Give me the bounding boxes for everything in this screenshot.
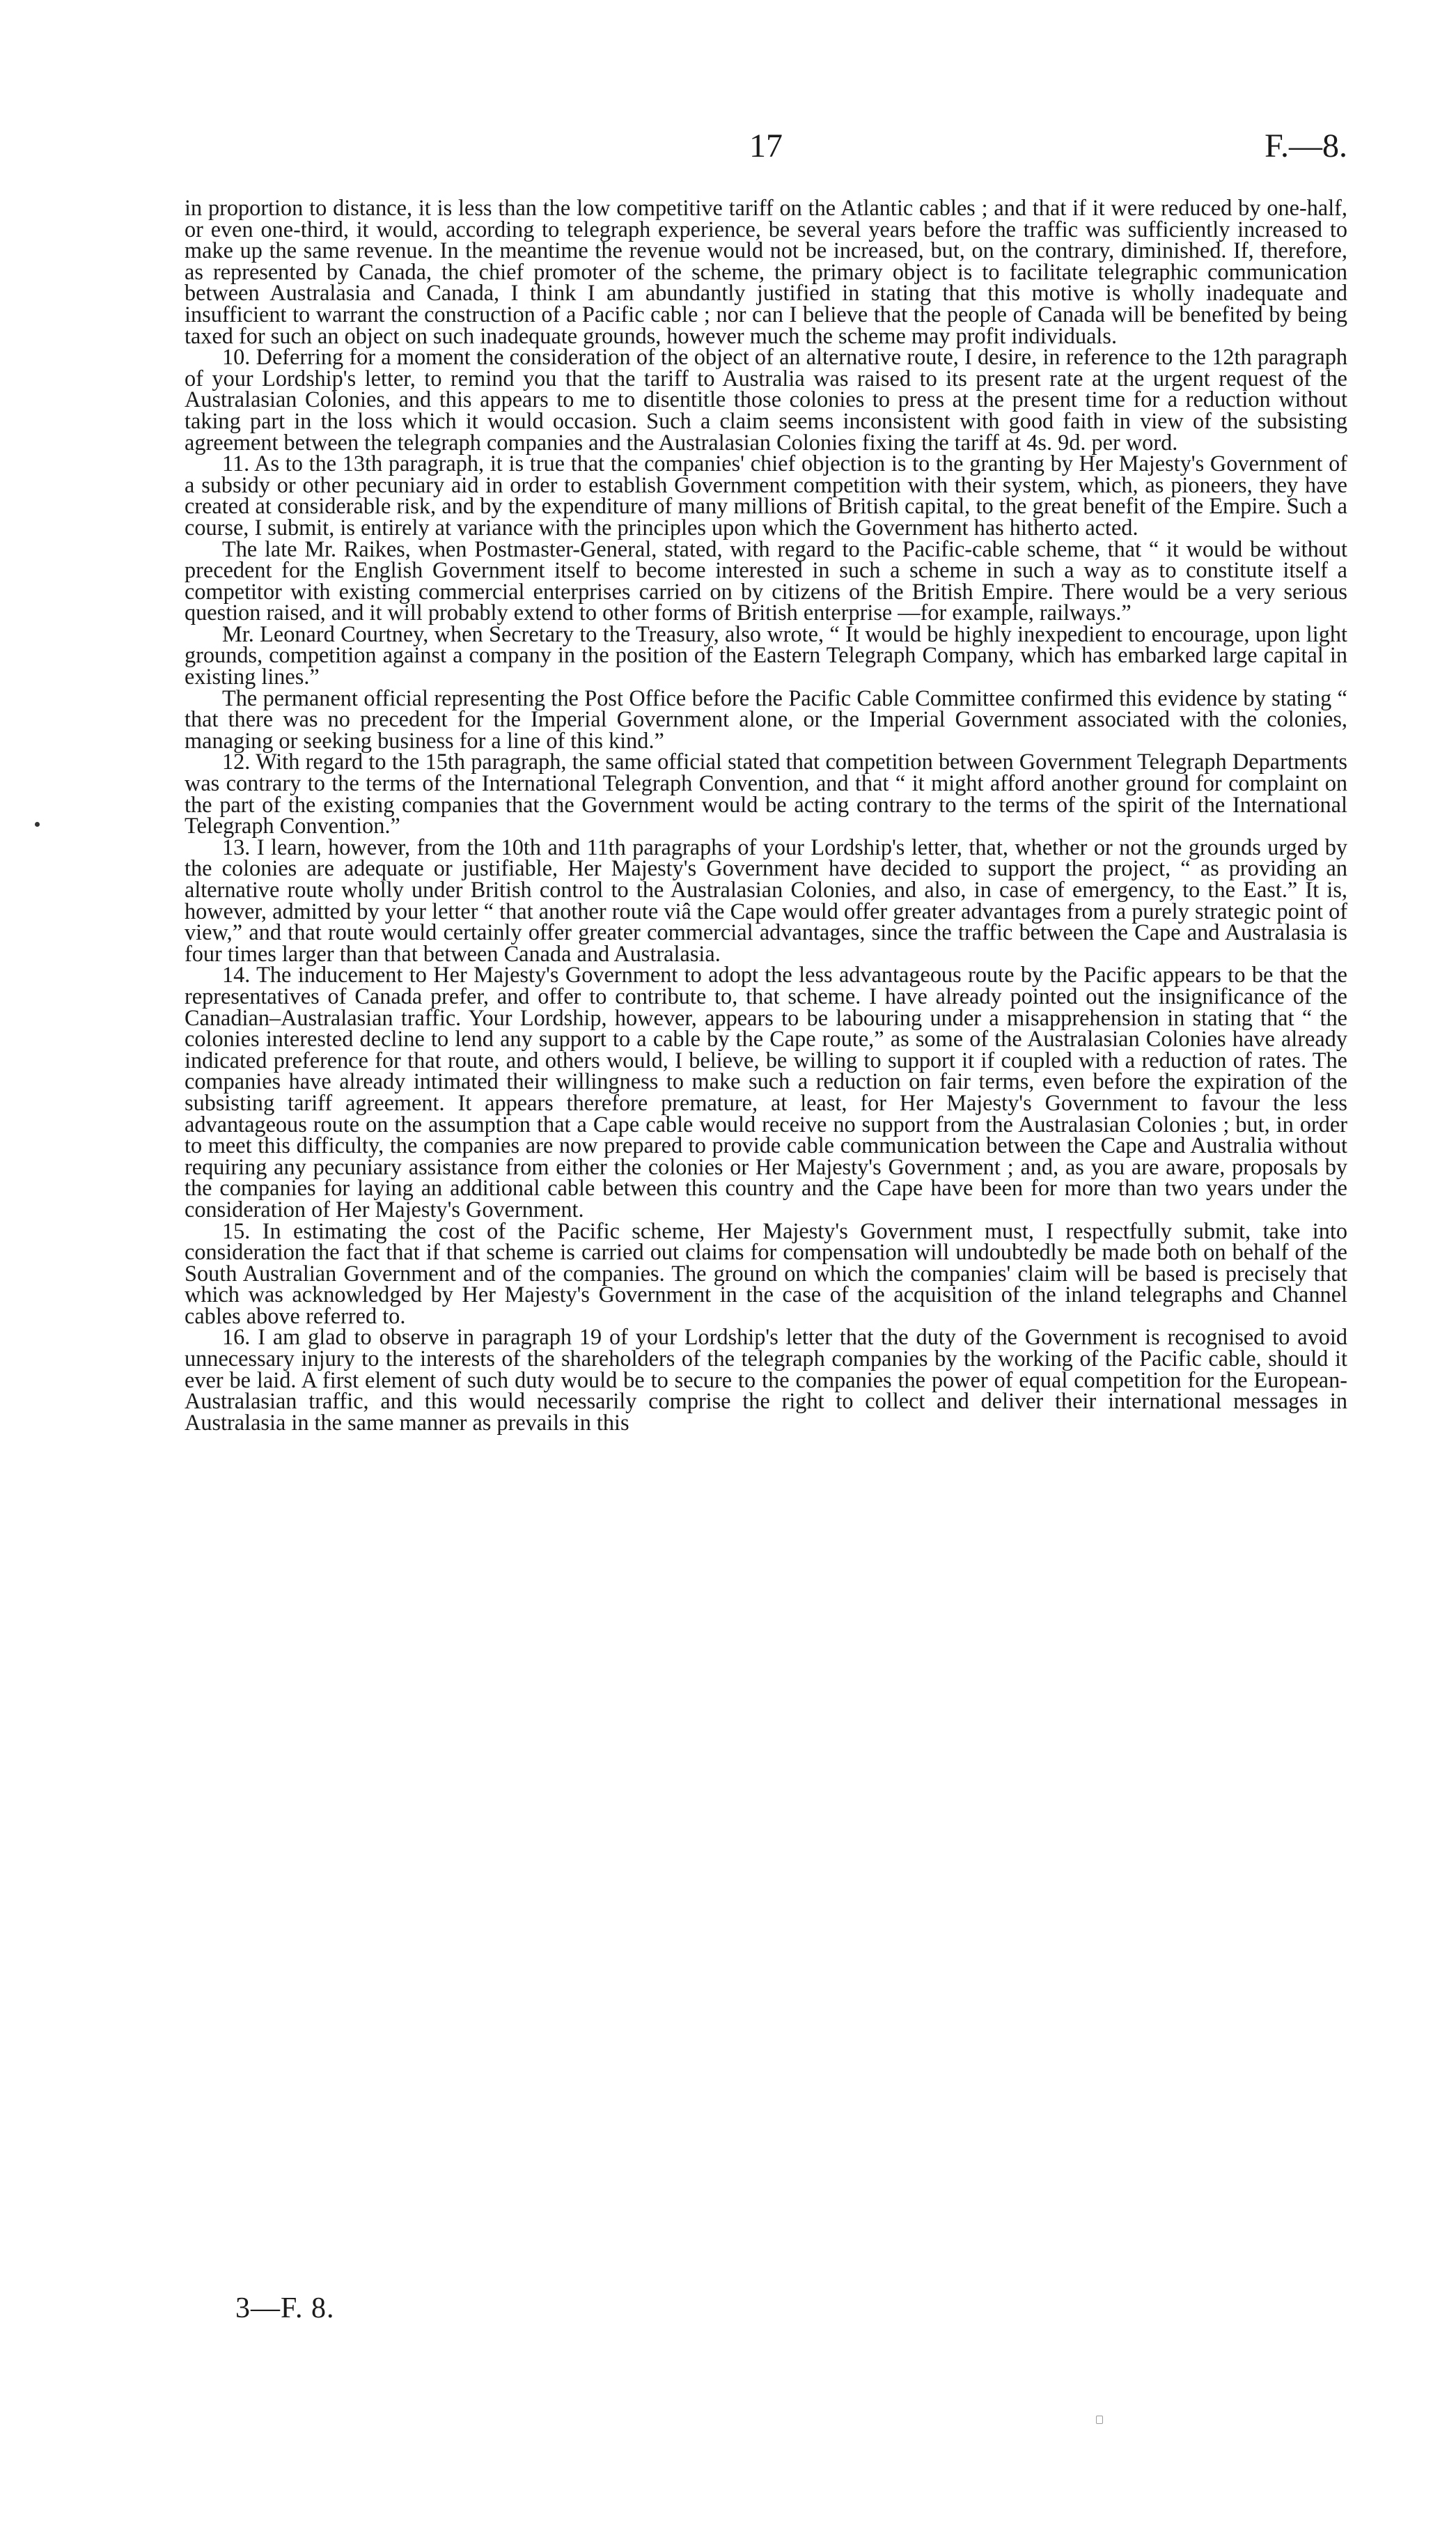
series-reference: F.—8.: [1265, 127, 1347, 164]
paragraph-continued: in proportion to distance, it is less than the low competitive tariff on the Atlantic cables ; and that if it were reduced by one-half, or even one-third, it would, according to telegraph experience, be several years before the traffic was sufficiently increased to make up the same revenue. In the meantime the revenue would not be increased, but, on the contrary, diminished. If, therefore, as represented by Canada, the chief promoter of the scheme, the primary object is to facilitate telegraphic communication between Australasia and Canada, I think I am abundantly justified in stating that this motive is wholly inadequate and insufficient to warrant the construction of a Pacific cable ; nor can I believe that the people of Canada will be benefited by being taxed for such an object on such inadequate grounds, however much the scheme may profit individuals.: [185, 195, 1347, 348]
paragraph-10: 10. Deferring for a moment the consideration of the object of an alternative route, I desire, in reference to the 12th paragraph of your Lordship's letter, to remind you that the tariff to Australia was raised to its present rate at the urgent request of the Australasian Colonies, and this appears to me to disentitle those colonies to press at the present time for a reduction without taking part in the loss which it would occasion. Such a claim seems inconsistent with good faith in view of the subsisting agreement between the telegraph companies and the Australasian Colonies fixing the tariff at 4s. 9d. per word.: [185, 344, 1347, 455]
paragraph-raikes-quote: The late Mr. Raikes, when Postmaster-General, stated, with regard to the Pacific-cable scheme, that “ it would be without precedent for the English Government itself to become interested in such a scheme in such a way as to constitute itself a competitor with existing commercial enterprises carried on by citizens of the British Empire. There would be a very serious question raised, and it will probably extend to other forms of British enterprise —for example, railways.”: [185, 536, 1347, 625]
paragraph-11: 11. As to the 13th paragraph, it is true that the companies' chief objection is to the granting by Her Majesty's Government of a subsidy or other pecuniary aid in order to establish Government competition with their system, which, as pioneers, they have created at considerable risk, and by the expenditure of many millions of British capital, to the great benefit of the Empire. Such a course, I submit, is entirely at variance with the principles upon which the Government has hitherto acted.: [185, 451, 1347, 540]
paragraph-courtney-quote: Mr. Leonard Courtney, when Secretary to the Treasury, also wrote, “ It would be highly inexpedient to encourage, upon light grounds, competition against a company in the position of the Eastern Telegraph Company, which has embarked large capital in existing lines.”: [185, 621, 1347, 690]
paragraph-15: 15. In estimating the cost of the Pacific scheme, Her Majesty's Government must, I respectfully submit, take into consideration the fact that if that scheme is carried out claims for compensation will undoubtedly be made both on behalf of the South Australian Government and of the companies. The ground on which the companies' claim will be based is precisely that which was acknowledged by Her Majesty's Government in the case of the acquisition of the inland telegraphs and Channel cables above referred to.: [185, 1218, 1347, 1328]
margin-speck: [35, 822, 40, 827]
body-text: [185, 197, 1347, 1433]
paragraph-14: 14. The inducement to Her Majesty's Government to adopt the less advantageous route by the Pacific appears to be that the representatives of Canada prefer, and offer to contribute to, that scheme. I have already pointed out the insignificance of the Canadian–Australasian traffic. Your Lordship, however, appears to be labouring under a misapprehension in stating that “ the colonies interested decline to lend any support to a cable by the Cape route,” as some of the Australasian Colonies have already indicated preference for that route, and others would, I believe, be willing to support it if coupled with a reduction of rates. The companies have already intimated their willingness to make such a reduction on fair terms, even before the expiration of the subsisting tariff agreement. It appears therefore premature, at least, for Her Majesty's Government to favour the less advantageous route on the assumption that a Cape cable would receive no support from the Australasian Colonies ; but, in order to meet this difficulty, the companies are now prepared to provide cable communication between the Cape and Australia without requiring any pecuniary assistance from either the colonies or Her Majesty's Government ; and, as you are aware, proposals by the companies for laying an additional cable between this country and the Cape have been for more than two years under the consideration of Her Majesty's Government.: [185, 962, 1347, 1222]
paragraph-13: 13. I learn, however, from the 10th and 11th paragraphs of your Lordship's letter, that, whether or not the grounds urged by the colonies are adequate or justifiable, Her Majesty's Government have decided to support the project, “ as providing an alternative route wholly under British control to the Australasian Colonies, and also, in case of emergency, to the East.” It is, however, admitted by your letter “ that another route viâ the Cape would offer greater advantages from a purely strategic point of view,” and that route would certainly offer greater commercial advantages, since the traffic between the Cape and Australasia is four times larger than that between Canada and Australasia.: [185, 834, 1347, 966]
paper-blemish: [1096, 2416, 1103, 2424]
printer-signature: 3—F. 8.: [235, 2292, 335, 2324]
page-header: [185, 127, 1347, 169]
paragraph-post-office-official: The permanent official representing the Post Office before the Pacific Cable Committee confirmed this evidence by stating “ that there was no precedent for the Imperial Government alone, or the Imperial Government associated with the colonies, managing or seeking business for a line of this kind.”: [185, 685, 1347, 753]
paragraph-12: 12. With regard to the 15th paragraph, the same official stated that competition between Government Telegraph Departments was contrary to the terms of the International Telegraph Convention, and that “ it might afford another ground for complaint on the part of the existing companies that the Government would be acting contrary to the terms of the spirit of the International Telegraph Convention.”: [185, 749, 1347, 839]
page-number: 17: [749, 127, 783, 164]
paragraph-16: 16. I am glad to observe in paragraph 19 of your Lordship's letter that the duty of the Government is recognised to avoid unnecessary injury to the interests of the shareholders of the telegraph companies by the working of the Pacific cable, should it ever be laid. A first element of such duty would be to secure to the companies the power of equal competition for the European-Australasian traffic, and this would necessarily comprise the right to collect and deliver their international messages in Australasia in the same manner as prevails in this: [185, 1324, 1347, 1435]
